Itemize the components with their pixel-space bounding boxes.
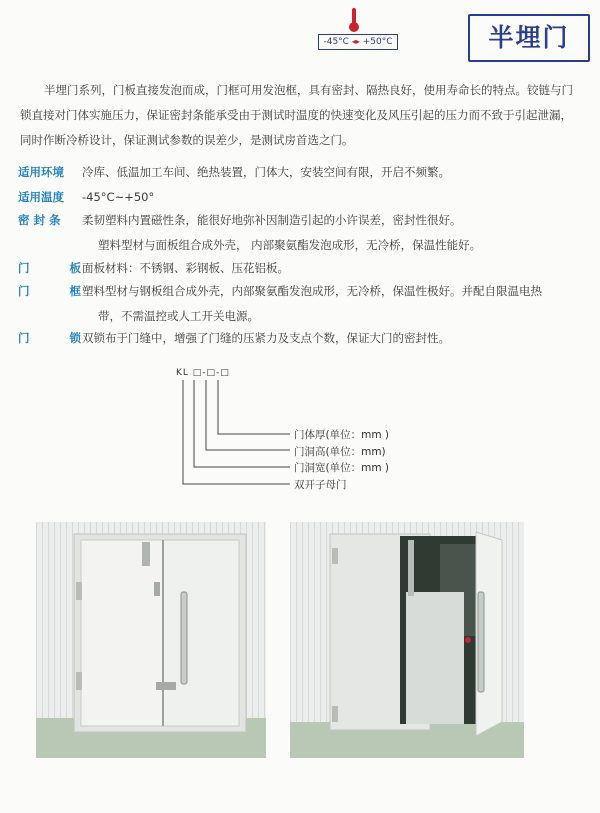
- model-label-type: 双开子母门: [294, 479, 347, 491]
- double-arrow-icon: ◂▸: [351, 37, 360, 46]
- temperature-range: [318, 34, 398, 50]
- spec-text: 冷库、低温加工车间、绝热装置，门体大，安装空间有限，开启不频繁。: [82, 165, 450, 179]
- intro-paragraph: 半埋门系列，门板直接发泡而成，门框可用发泡框，具有密封、隔热良好，使用寿命长的特点。铰链与门锁直接对门体实施压力，保证密封条能承受由于测试时温度的快速变化及风压引起的压力而不致于引起泄漏，同时作断冷桥设计，保证测试参数的误差少，是测试房首选之门。: [20, 83, 573, 147]
- spec-text-cont: 带，不需温控或人工开关电源。: [98, 309, 259, 323]
- spec-label: 门 锁: [18, 331, 100, 345]
- model-code-diagram: [150, 368, 450, 498]
- spec-seal: [18, 208, 588, 258]
- temperature-badge: [318, 8, 398, 48]
- spec-label: 适用温度: [18, 190, 64, 204]
- spec-label: 门 板: [18, 261, 100, 275]
- spec-temperature: [18, 185, 588, 210]
- spec-environment: [18, 160, 588, 185]
- spec-door-frame: [18, 279, 588, 329]
- spec-text: 塑料型材与钢板组合成外壳，内部聚氨酯发泡成形，无冷桥，保温性极好。并配自限温电热: [82, 284, 542, 298]
- spec-label: 适用环境: [18, 165, 64, 179]
- thermometer-bulb-icon: [349, 22, 359, 32]
- model-code: KL □-□-□: [176, 368, 230, 378]
- page-title-box: [468, 14, 590, 62]
- model-label-width: 门洞宽(单位：mm ): [294, 462, 389, 474]
- spec-label: 密 封 条: [18, 213, 61, 227]
- spec-door-lock: [18, 326, 588, 351]
- spec-door-panel: [18, 256, 588, 281]
- temp-min: -45°C: [323, 37, 349, 47]
- spec-text: 柔韧塑料内置磁性条，能很好地弥补因制造引起的小许误差，密封性很好。: [82, 213, 462, 227]
- photo-closed-door: [36, 522, 266, 758]
- model-label-height: 门洞高(单位：mm): [294, 446, 386, 458]
- spec-text: -45°C~+50°: [82, 190, 155, 204]
- spec-text-cont: 塑料型材与面板组合成外壳， 内部聚氨酯发泡成形，无冷桥，保温性能好。: [98, 238, 482, 252]
- spec-label: 门 框: [18, 284, 100, 298]
- spec-text: 面板材料：不锈钢、彩钢板、压花铝板。: [82, 261, 289, 275]
- spec-text: 双锁布于门缝中，增强了门缝的压紧力及支点个数，保证大门的密封性。: [82, 331, 450, 345]
- model-label-thickness: 门体厚(单位：mm ): [294, 429, 389, 441]
- page-title: 半埋门: [488, 23, 570, 52]
- temp-max: +50°C: [362, 37, 393, 47]
- photo-open-door: [290, 522, 524, 758]
